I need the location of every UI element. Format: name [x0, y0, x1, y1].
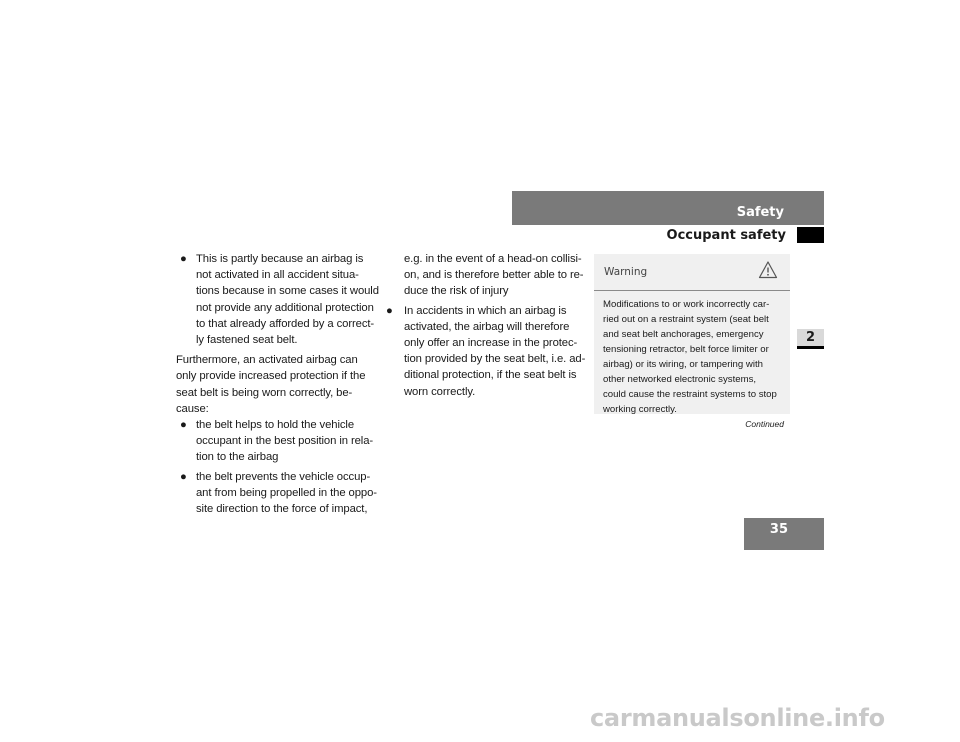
- text-line: tions because in some cases it would: [196, 285, 379, 298]
- list-item: [386, 303, 586, 400]
- text-line: site direction to the force of impact,: [196, 503, 368, 516]
- continuation-text: [386, 251, 586, 300]
- section-header-band: [512, 191, 824, 225]
- text-line: seat belt is being worn correctly, be-: [176, 386, 353, 399]
- section-marker: [797, 227, 824, 243]
- warning-title: Warning: [604, 266, 648, 278]
- text-line: tion to the airbag: [196, 451, 279, 464]
- bullet-dot: ●: [180, 470, 187, 483]
- chapter-number: 2: [805, 330, 816, 345]
- text-line: cause:: [176, 402, 209, 415]
- warning-triangle-icon: [758, 260, 778, 280]
- warning-box: [594, 254, 790, 414]
- text-line: tion provided by the seat belt, i.e. ad-: [404, 353, 586, 366]
- list-item: [176, 469, 380, 518]
- chapter-tab: [797, 329, 824, 349]
- bullet-dot: ●: [180, 419, 187, 432]
- body-paragraph: [176, 352, 380, 417]
- section-title: Safety: [736, 205, 784, 220]
- text-line: airbag) or its wiring, or tampering with: [603, 359, 763, 370]
- continued-note: Continued: [745, 419, 784, 429]
- text-line: not activated in all accident situa-: [196, 269, 359, 282]
- text-line: activated, the airbag will therefore: [404, 320, 570, 333]
- page-number-box: [744, 518, 824, 550]
- text-line: ried out on a restraint system (seat belt: [603, 314, 769, 325]
- text-line: This is partly because an airbag is: [196, 253, 364, 265]
- text-line: ly fastened seat belt.: [196, 334, 298, 347]
- text-line: duce the risk of injury: [404, 285, 509, 298]
- bullet-text: [404, 303, 586, 400]
- bullet-text: [196, 417, 380, 466]
- text-line: ditional protection, if the seat belt is: [404, 369, 577, 382]
- text-line: on, and is therefore better able to re-: [404, 269, 584, 282]
- watermark-text: carmanualsonline.info: [590, 704, 885, 732]
- warning-text: [603, 297, 783, 417]
- text-line: the belt helps to hold the vehicle: [196, 419, 355, 432]
- text-line: ant from being propelled in the oppo-: [196, 486, 377, 499]
- text-line: could cause the restraint systems to stop: [603, 389, 777, 400]
- bullet-dot: ●: [180, 253, 187, 265]
- list-item: [176, 251, 380, 348]
- text-line: working correctly.: [603, 404, 677, 415]
- text-line: other networked electronic systems,: [603, 374, 757, 385]
- bullet-text: [196, 251, 380, 348]
- text-line: tensioning retractor, belt force limiter or: [603, 344, 769, 355]
- text-line: In accidents in which an airbag is: [404, 304, 567, 317]
- text-line: not provide any additional protection: [196, 301, 374, 314]
- text-line: e.g. in the event of a head-on collisi-: [404, 253, 582, 265]
- text-line: worn correctly.: [404, 385, 476, 398]
- left-column: [176, 251, 380, 517]
- text-line: occupant in the best position in rela-: [196, 435, 374, 448]
- text-line: Furthermore, an activated airbag can: [176, 354, 358, 367]
- list-item: [176, 417, 380, 466]
- text-line: to that already afforded by a correct-: [196, 317, 375, 330]
- bullet-dot: ●: [386, 304, 393, 317]
- text-line: only offer an increase in the protec-: [404, 337, 578, 350]
- text-line: only provide increased protection if the: [176, 370, 366, 383]
- text-line: and seat belt anchorages, emergency: [603, 329, 764, 340]
- text-line: the belt prevents the vehicle occup-: [196, 470, 371, 483]
- page-number: 35: [769, 522, 788, 537]
- middle-column: [386, 251, 586, 400]
- subsection-title: Occupant safety: [666, 228, 786, 243]
- bullet-text: [196, 469, 380, 518]
- warning-header: [594, 254, 790, 291]
- text-line: Modifications to or work incorrectly car-: [603, 299, 770, 310]
